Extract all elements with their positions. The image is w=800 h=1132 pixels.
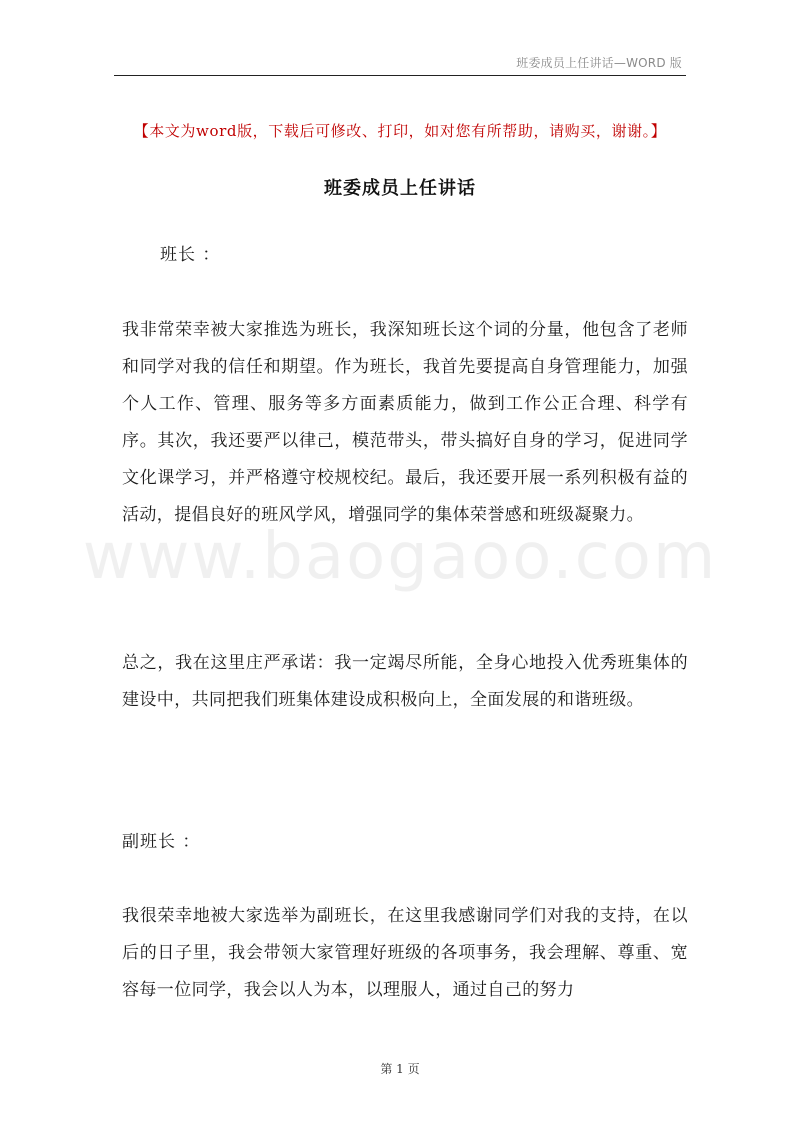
paragraph: 我非常荣幸被大家推选为班长，我深知班长这个词的分量，他包含了老师和同学对我的信任和期望。作为班长，我首先要提高自身管理能力，加强个人工作、管理、服务等多方面素质能力，做到工作公正合理、科学有序。其次，我还要严以律己，模范带头，带头搞好自身的学习，促进同学文化课学习，并严格遵守校规校纪。最后，我还要开展一系列积极有益的活动，提倡良好的班风学风，增强同学的集体荣誉感和班级凝聚力。 bbox=[122, 320, 688, 525]
paragraph: 总之，我在这里庄严承诺：我一定竭尽所能，全身心地投入优秀班集体的建设中，共同把我们班集体建设成积极向上，全面发展的和谐班级。 bbox=[122, 653, 688, 710]
role-heading-monitor: 班长 ： bbox=[160, 245, 221, 265]
purchase-notice: 【本文为word版，下载后可修改、打印，如对您有所帮助，请购买，谢谢。】 bbox=[133, 122, 667, 140]
document-title: 班委成员上任讲话 bbox=[324, 178, 476, 199]
role-heading-vice-monitor: 副班长 ： bbox=[122, 832, 201, 852]
watermark: www.baogaoo.com bbox=[82, 520, 718, 594]
paragraph: 我很荣幸地被大家选举为副班长，在这里我感谢同学们对我的支持，在以后的日子里，我会带领大家管理好班级的各项事务，我会理解、尊重、宽容每一位同学，我会以人为本，以理服人，通过自己的努力 bbox=[122, 906, 688, 1000]
header-divider bbox=[114, 75, 686, 76]
page-number: 第 1 页 bbox=[380, 1062, 420, 1076]
header-title: 班委成员上任讲话—WORD 版 bbox=[516, 56, 682, 70]
